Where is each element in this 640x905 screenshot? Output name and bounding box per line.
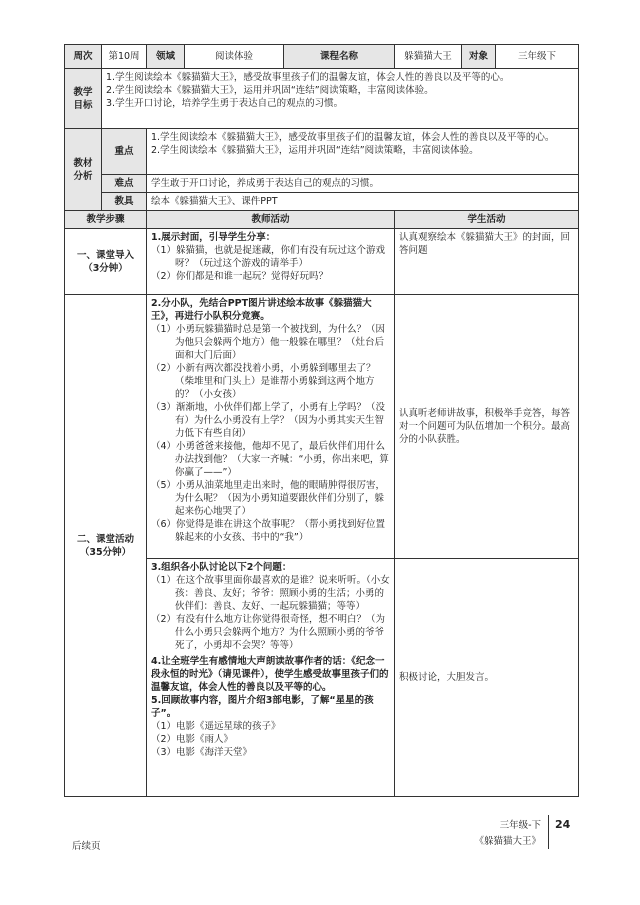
footer-continue: 后续页	[72, 841, 101, 852]
stage2-part2-teacher	[147, 295, 395, 559]
part2-item: （1）小勇玩躲猫猫时总是第一个被找到，为什么？（因为他只会躲两个地方）他一般躲在哪里？（灶台后面和大门后面）	[151, 324, 386, 361]
part2-item: （2）小新有两次都没找着小勇，小勇躲到哪里去了？（柴堆里和门头上）是谁帮小勇躲到这两个地方的？（小女孩）	[151, 363, 376, 400]
key-item: 2.学生阅读绘本《躲猫猫大王》，运用并巩固“连结”阅读策略，丰富阅读体验。	[151, 145, 479, 156]
footer-info	[474, 818, 541, 850]
difficult-text: 学生敢于开口讨论，养成勇于表达自己的观点的习惯。	[147, 175, 579, 193]
tools-text: 绘本《躲猫猫大王》、课件PPT	[147, 193, 579, 211]
stage2-time: （35分钟）	[79, 546, 132, 558]
stage2-name	[65, 295, 147, 797]
stage1-time: （3分钟）	[83, 262, 128, 274]
part2-student: 认真听老师讲故事，积极举手竞答，每答对一个问题可为队伍增加一个积分。最高分的小队获胜。	[395, 295, 579, 559]
part3-student: 积极讨论，大胆发言。	[395, 559, 579, 797]
page-number: 24	[555, 818, 571, 831]
part5-item: （2）电影《雨人》	[151, 734, 234, 745]
part5-title: 5.回顾故事内容，图片介绍3部电影，了解“星星的孩子”。	[151, 695, 374, 719]
stage1-teacher-item: （1）躲猫猫，也就是捉迷藏，你们有没有玩过这个游戏呀？（玩过这个游戏的请举手）	[151, 245, 386, 269]
target-value: 三年级下	[496, 45, 579, 69]
difficult-row	[65, 175, 579, 193]
stage1-name	[65, 229, 147, 295]
week-value: 第10周	[102, 45, 147, 69]
stage1-row	[65, 229, 579, 295]
course-label: 课程名称	[284, 45, 395, 69]
part2-item: （3）渐渐地，小伙伴们都上学了，小勇有上学吗？（没有）为什么小勇没有上学？（因为小勇其实天生智力低下有些自闭）	[151, 402, 386, 439]
part3-item: （1）在这个故事里面你最喜欢的是谁？说来听听。（小女孩：善良、友好；爷爷：照顾小勇的生活；小勇的伙伴们：善良、友好、一起玩躲猫猫；等等）	[151, 575, 390, 612]
course-value: 躲猫猫大王	[395, 45, 462, 69]
goals-content	[102, 69, 579, 129]
lesson-plan-table	[64, 44, 579, 797]
goals-label: 教学目标	[65, 69, 102, 129]
stage2-part3-teacher	[147, 559, 395, 797]
footer-grade: 三年级-下	[499, 820, 541, 831]
tools-row	[65, 193, 579, 211]
target-label: 对象	[462, 45, 496, 69]
part2-item: （4）小勇爸爸来接他，他却不见了，最后伙伴们用什么办法找到他？（大家一齐喊：“小勇，你出来吧，算你赢了——”）	[151, 441, 389, 478]
tools-label: 教具	[102, 193, 147, 211]
part2-item: （6）你觉得是谁在讲这个故事呢？（帮小勇找到好位置躲起来的小女孩、书中的“我”）	[151, 519, 386, 543]
stage1-teacher-title: 1.展示封面，引导学生分享：	[151, 232, 276, 243]
goal-item: 1.学生阅读绘本《躲猫猫大王》，感受故事里孩子们的温馨友谊，体会人性的善良以及平等的心。	[106, 72, 510, 83]
footer-book: 《躲猫猫大王》	[474, 836, 541, 847]
field-label: 领域	[147, 45, 185, 69]
stage2-part2-row	[65, 295, 579, 559]
part3-item: （2）有没有什么地方让你觉得很奇怪，想不明白？（为什么小勇只会躲两个地方？为什么照顾小勇的爷爷死了，小勇却不会哭？等等）	[151, 614, 386, 651]
part2-title: 2.分小队，先结合PPT图片讲述绘本故事《躲猫猫大王》，再进行小队积分竞赛。	[151, 298, 372, 322]
part4-title: 4.让全班学生有感情地大声朗读故事作者的话：《纪念一段永恒的时光》（请见课件），使学生感受故事里孩子们的温馨友谊，体会人性的善良以及平等的心。	[151, 656, 389, 693]
stage1-teacher-item: （2）你们都是和谁一起玩？觉得好玩吗？	[151, 271, 329, 282]
column-header-row	[65, 211, 579, 229]
week-label: 周次	[65, 45, 102, 69]
part5-item: （1）电影《遥远星球的孩子》	[151, 721, 281, 732]
goal-item: 2.学生阅读绘本《躲猫猫大王》，运用并巩固“连结”阅读策略，丰富阅读体验。	[106, 85, 434, 96]
part2-item: （5）小勇从油菜地里走出来时，他的眼睛肿得很厉害，为什么呢？（因为小勇知道要跟伙伴们分别了，躲起来伤心地哭了）	[151, 480, 386, 517]
goal-item: 3.学生开口讨论，培养学生勇于表达自己的观点的习惯。	[106, 98, 344, 109]
analysis-label: 教材分析	[65, 129, 102, 211]
student-header: 学生活动	[395, 211, 579, 229]
key-points-row	[65, 129, 579, 175]
key-label: 重点	[102, 129, 147, 175]
stage2-title: 二、课堂活动	[76, 533, 134, 545]
goals-row	[65, 69, 579, 129]
footer-divider	[548, 815, 549, 849]
stage1-student: 认真观察绘本《躲猫猫大王》的封面，回答问题	[395, 229, 579, 295]
part5-item: （3）电影《海洋天堂》	[151, 747, 253, 758]
stage1-title: 一、课堂导入	[76, 249, 134, 261]
header-row	[65, 45, 579, 69]
stage1-teacher	[147, 229, 395, 295]
teacher-header: 教师活动	[147, 211, 395, 229]
key-item: 1.学生阅读绘本《躲猫猫大王》，感受故事里孩子们的温馨友谊，体会人性的善良以及平等的心。	[151, 132, 555, 143]
key-content	[147, 129, 579, 175]
part3-title: 3.组织各小队讨论以下2个问题：	[151, 562, 292, 573]
steps-header: 教学步骤	[65, 211, 147, 229]
difficult-label: 难点	[102, 175, 147, 193]
field-value: 阅读体验	[185, 45, 284, 69]
